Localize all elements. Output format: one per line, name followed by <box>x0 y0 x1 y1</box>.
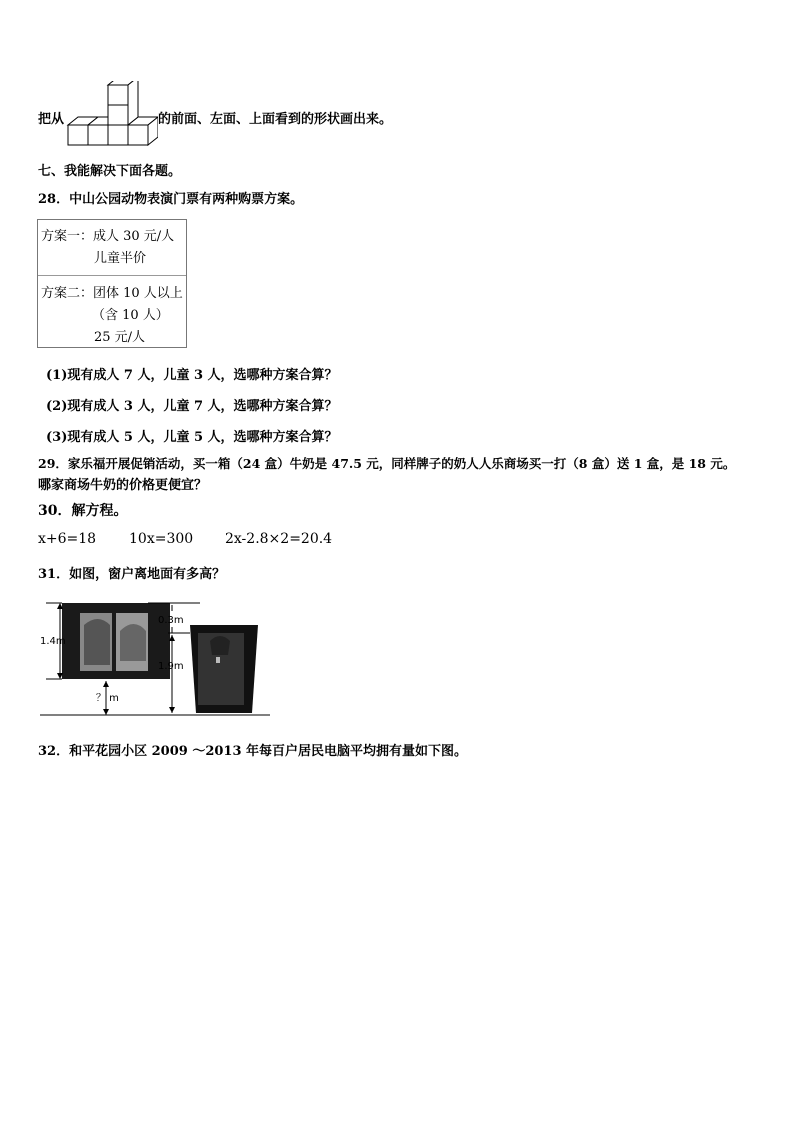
plan1-line1: 方案一：成人 30 元/人 <box>41 229 175 244</box>
q30-equation-2: 10x=300 <box>129 531 194 547</box>
label-unknown-height: ？ m <box>96 693 119 704</box>
plan1-line2: 儿童半价 <box>94 251 147 266</box>
section-seven-heading: 七、我能解决下面各题。 <box>38 164 182 179</box>
label-window-height: 1.4m <box>40 636 66 647</box>
plan2-line3: 25 元/人 <box>94 330 146 345</box>
q28-sub1: (1)现有成人 7 人，儿童 3 人，选哪种方案合算？ <box>46 368 338 383</box>
q29-line2: 哪家商场牛奶的价格更便宜？ <box>38 478 208 493</box>
ticket-plan-table <box>37 219 187 348</box>
window-height-figure <box>40 597 270 719</box>
q28-stem: 28．中山公园动物表演门票有两种购票方案。 <box>38 192 304 207</box>
label-top-gap: 0.3m <box>158 615 184 626</box>
cube-prompt-before: 把从 <box>38 112 65 127</box>
q30-title: 30．解方程。 <box>38 503 128 519</box>
q30-equation-3: 2x-2.8×2=20.4 <box>225 531 333 547</box>
plan2-line2: （含 10 人） <box>92 308 169 323</box>
q29-line1: 29．家乐福开展促销活动，买一箱（24 盒）牛奶是 47.5 元，同样牌子的奶人人乐商场买一打（8 盒）送 1 盒，是 18 元。 <box>38 456 736 471</box>
cube-figure <box>66 81 158 149</box>
q30-equation-1: x+6=18 <box>38 531 97 547</box>
q31-question: 31．如图，窗户离地面有多高？ <box>38 567 226 582</box>
plan-divider <box>38 275 186 276</box>
q32-text: 32．和平花园小区 2009 ～2013 年每百户居民电脑平均拥有量如下图。 <box>38 744 468 759</box>
q28-sub2: (2)现有成人 3 人，儿童 7 人，选哪种方案合算？ <box>46 399 338 414</box>
label-person-height: 1.9m <box>158 661 184 672</box>
cube-prompt-after: 的前面、左面、上面看到的形状画出来。 <box>158 112 393 127</box>
plan2-line1: 方案二：团体 10 人以上 <box>41 286 183 301</box>
q28-sub3: (3)现有成人 5 人，儿童 5 人，选哪种方案合算？ <box>46 430 338 445</box>
